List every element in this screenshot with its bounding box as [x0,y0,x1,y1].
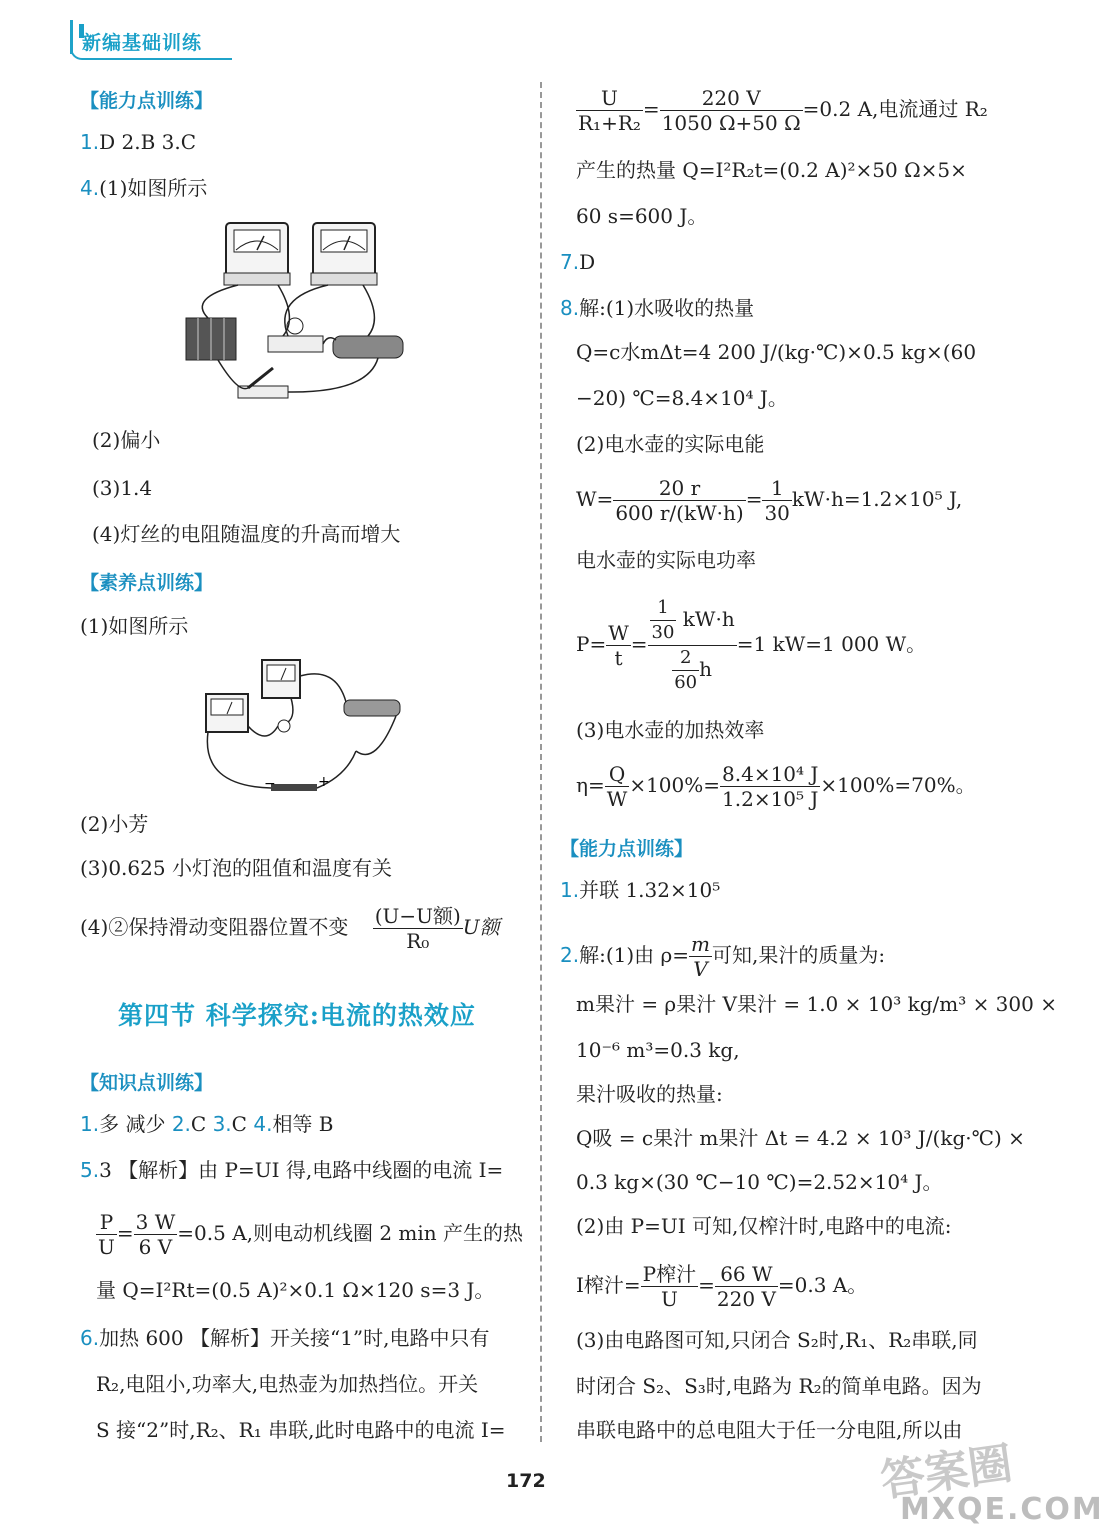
answer-line-6: (1)如图所示 [80,614,189,638]
answer-line-1: 1.D 2.B 3.C [80,130,197,154]
answer-line-14: 6.加热 600 【解析】开关接“1”时,电路中只有 [80,1326,490,1350]
answer-line-r12: (3)电水壶的加热效率 [576,718,765,742]
answer-line-r21: (2)由 P=UI 可知,仅榨汁时,电路中的电流: [576,1214,952,1238]
answer-line-r3: 60 s=600 J。 [576,204,708,228]
answer-line-15: R₂,电阻小,功率大,电热壶为加热挡位。开关 [96,1372,479,1396]
watermark-url: MXQE.COM [900,1492,1104,1527]
answer-line-2: 4.(1)如图所示 [80,176,208,200]
answer-line-r24: 时闭合 S₂、S₃时,电路为 R₂的简单电路。因为 [576,1374,982,1398]
svg-text:+: + [318,774,330,790]
answer-line-r9: W= $\frac{20 r}{600 r/(kW\cdot h)}$ = $\frac{1}{30}$ kW·h=1.2×10⁵ J, [576,476,963,525]
answer-line-9: (4)②保持滑动变阻器位置不变 $\frac{\text{(U−U额)}}{\text{R₀}}$ U额 [80,904,500,953]
answer-line-r20: 0.3 kg×(30 ℃−10 ℃)=2.52×10⁴ J。 [576,1170,943,1194]
answer-line-r6: Q=c水mΔt=4 200 J/(kg·℃)×0.5 kg×(60 [576,340,977,364]
circuit-figure-2 [196,656,406,806]
page-header [0,0,1058,60]
answer-line-r19: Q吸 = c果汁 m果汁 Δt = 4.2 × 10³ J/(kg·℃) × [576,1126,1025,1150]
section-title: 第四节 科学探究:电流的热效应 [118,1001,476,1030]
answer-line-r17: 10⁻⁶ m³=0.3 kg, [576,1038,740,1062]
answer-line-16: S 接“2”时,R₂、R₁ 串联,此时电路中的电流 I= [96,1418,506,1442]
tag-ability-training: 【能力点训练】 [80,90,214,112]
column-divider [540,82,542,1442]
answer-line-r2: 产生的热量 Q=I²R₂t=(0.2 A)²×50 Ω×5× [576,158,967,182]
answer-line-10: 1.多 减少 2.C 3.C 4.相等 B [80,1112,334,1136]
answer-line-r11: P= $\frac{W}{t}$ = $\frac{1}{30}$ kW·h $\frac{2}{60}$ h =1 kW=1 000 W。 [576,597,927,693]
answer-line-4: (3)1.4 [92,476,153,500]
circuit-figure-1 [178,218,408,408]
answer-line-r1: $\frac{U}{\text{R₁+R₂}}$ = $\frac{220 V}{1050 \Omega+50 \Omega}$ =0.2 A,电流通过 R₂ [578,86,988,135]
answer-line-r5: 8.解:(1)水吸收的热量 [560,296,755,320]
svg-text:−: − [264,776,276,792]
answer-line-r18: 果汁吸收的热量: [576,1082,723,1106]
header-title: 新编基础训练 [82,32,203,54]
tag-knowledge-training: 【知识点训练】 [80,1072,214,1094]
answer-line-r16: m果汁 = ρ果汁 V果汁 = 1.0 × 10³ kg/m³ × 300 × [576,992,1057,1016]
answer-line-3: (2)偏小 [92,428,161,452]
answer-line-r23: (3)由电路图可知,只闭合 S₂时,R₁、R₂串联,同 [576,1328,978,1352]
answer-line-12: $\frac{P}{U}$ = $\frac{3 W}{6 V}$ =0.5 A,则电动机线圈 2 min 产生的热 [98,1210,524,1259]
answer-line-r14: 1.并联 1.32×10⁵ [560,878,721,902]
answer-line-r10: 电水壶的实际电功率 [576,548,756,572]
answer-line-11: 5.3 【解析】由 P=UI 得,电路中线圈的电流 I= [80,1158,504,1182]
answer-line-r7: −20) ℃=8.4×10⁴ J。 [576,386,788,410]
answer-line-r13: η= $\frac{Q}{W}$ ×100%= $\frac{\text{8.4×10⁴ J}}{\text{1.2×10⁵ J}}$ ×100%=70%。 [576,762,976,811]
answer-line-r4: 7.D [560,250,596,274]
tag-ability-training-2: 【能力点训练】 [560,838,694,860]
answer-line-r22: I榨汁= $\frac{\text{P榨汁}}{U}$ = $\frac{66 W}{220 V}$ =0.3 A。 [576,1262,868,1311]
tag-literacy-training: 【素养点训练】 [80,572,214,594]
answer-line-r15: 2.解:(1)由 ρ= $\frac{m}{V}$ 可知,果汁的质量为: [560,932,886,981]
answer-line-r25: 串联电路中的总电阻大于任一分电阻,所以由 [576,1418,963,1442]
answer-line-7: (2)小芳 [80,812,149,836]
answer-line-5: (4)灯丝的电阻随温度的升高而增大 [92,522,401,546]
answer-line-8: (3)0.625 小灯泡的阻值和温度有关 [80,856,392,880]
page-number: 172 [506,1470,546,1492]
watermark-logo: 答案圈 [877,1438,1016,1507]
answer-line-13: 量 Q=I²Rt=(0.5 A)²×0.1 Ω×120 s=3 J。 [96,1278,495,1302]
answer-line-r8: (2)电水壶的实际电能 [576,432,765,456]
